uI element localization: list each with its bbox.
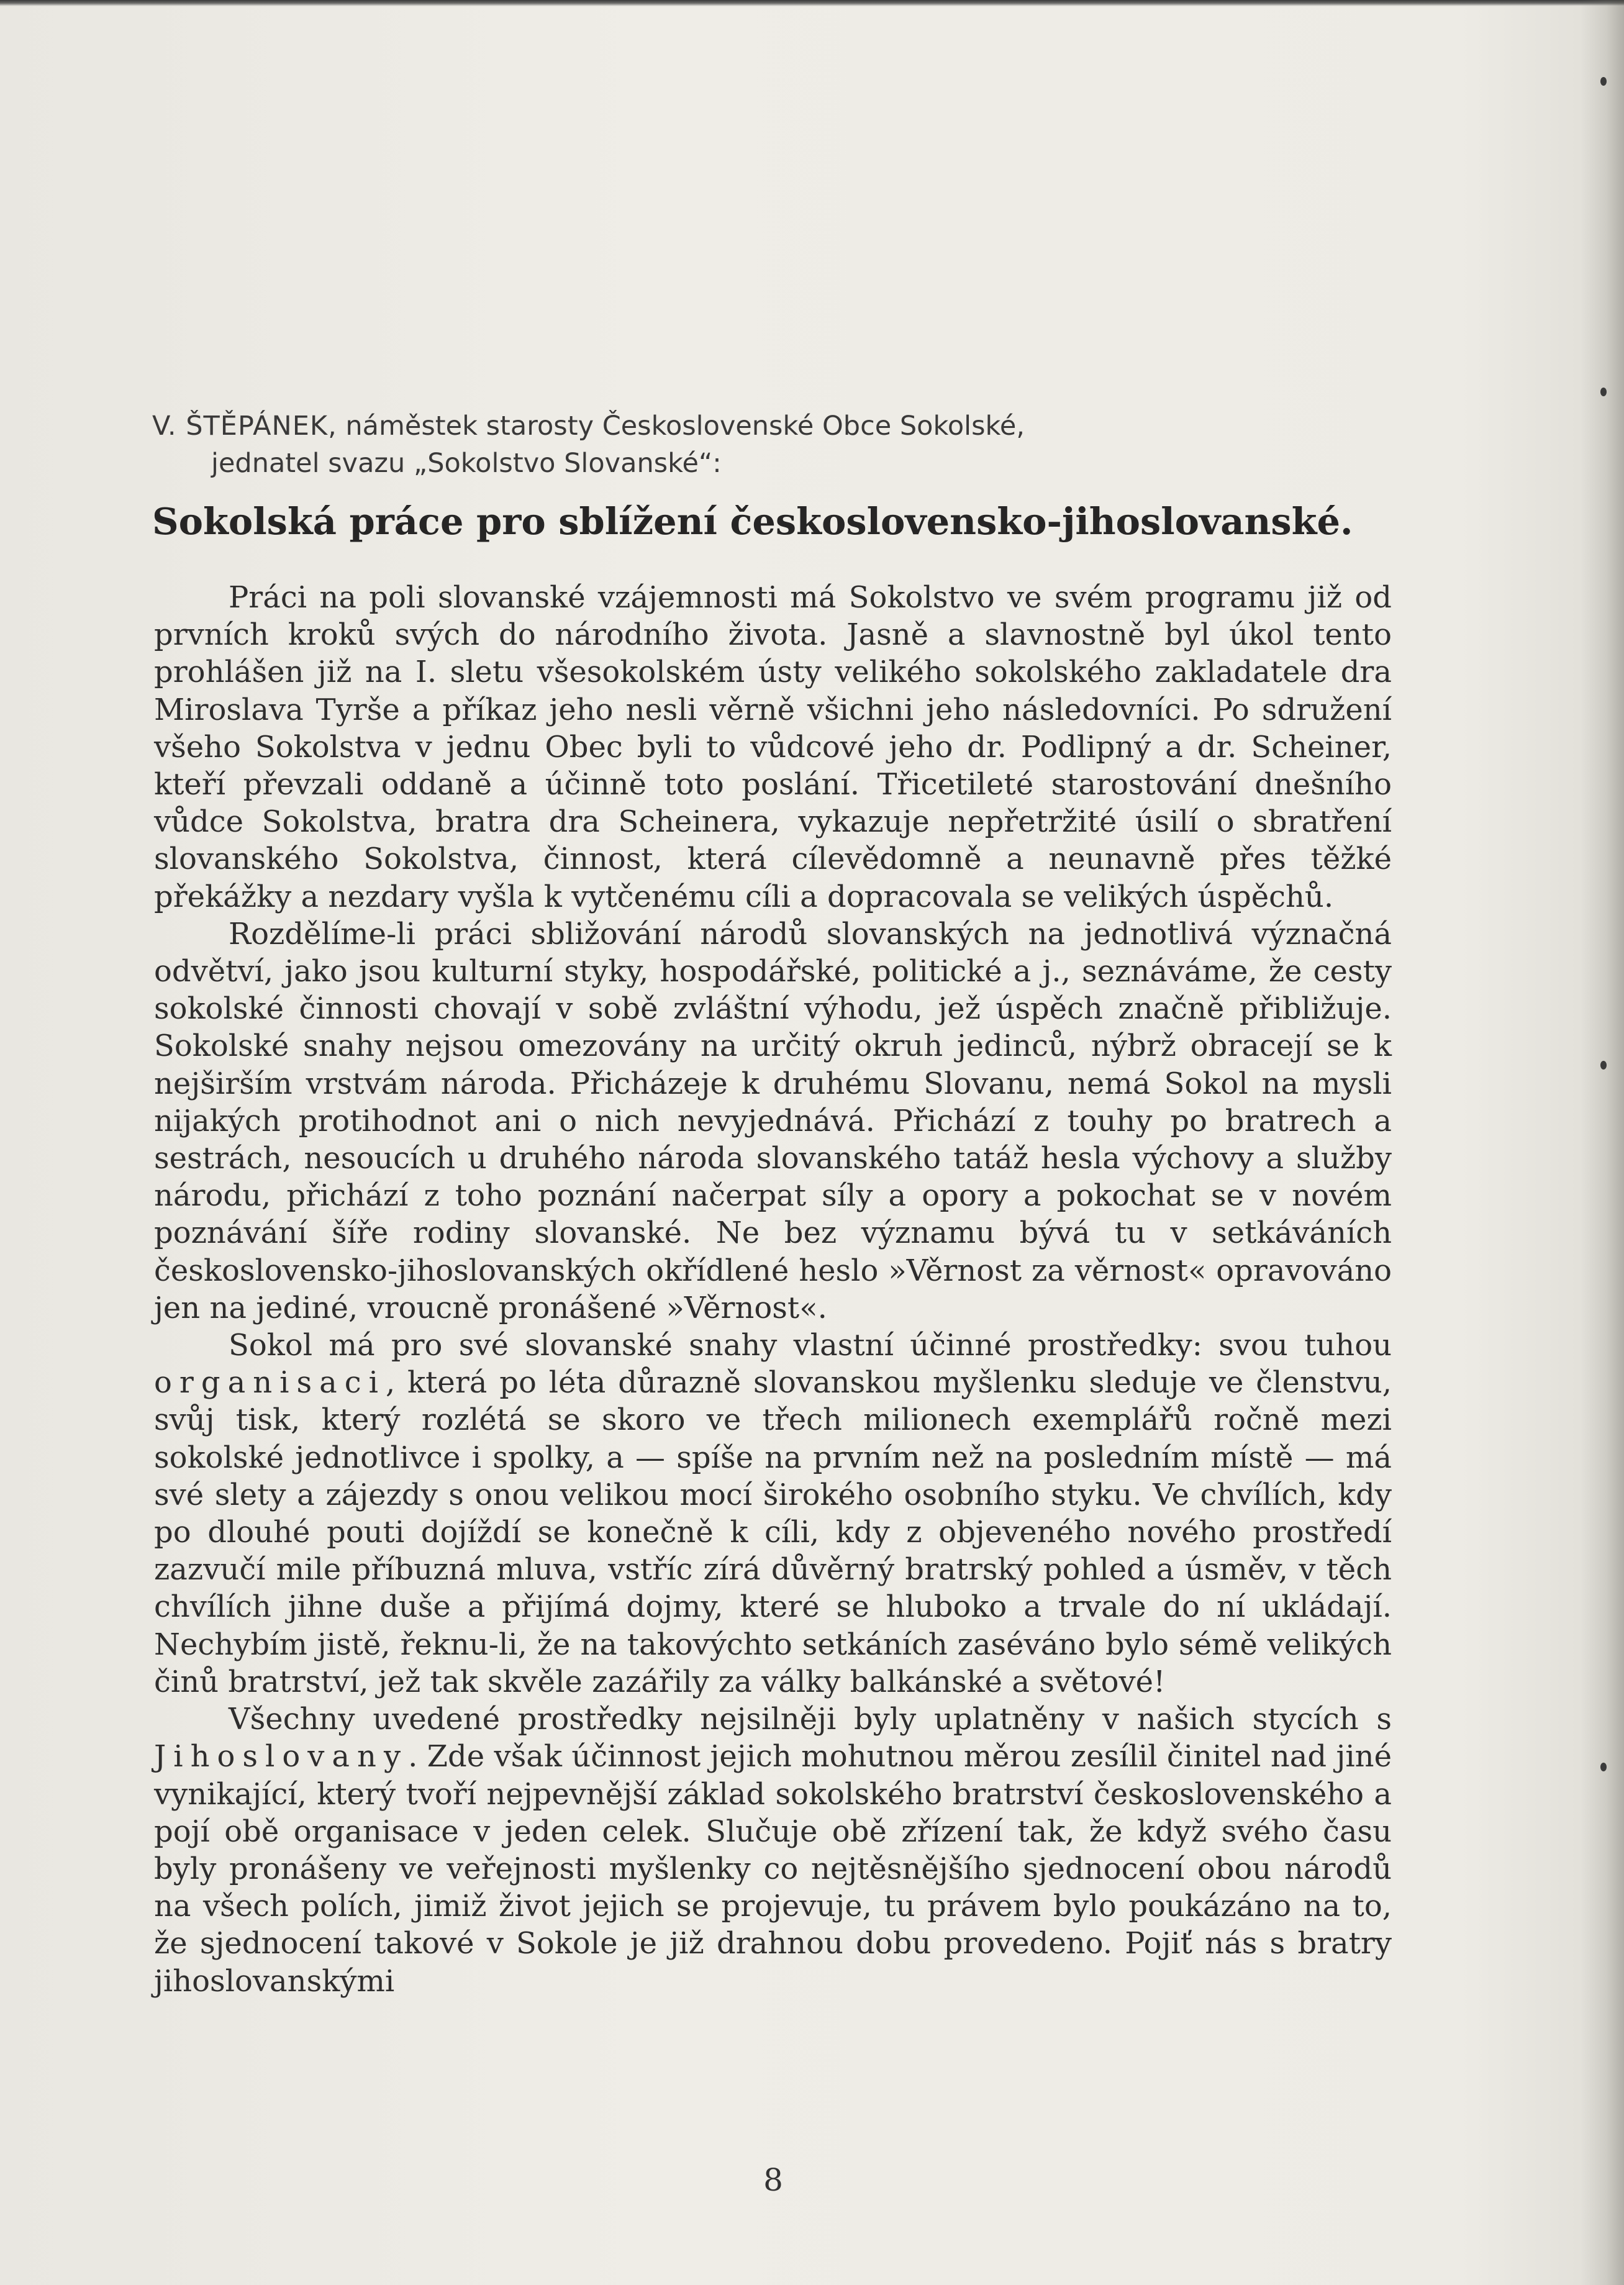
spaced-emphasis: organisaci xyxy=(154,1365,386,1401)
author-role-line2: jednatel svazu „Sokolstvo Slovanské“: xyxy=(211,448,722,479)
paragraph-3 xyxy=(154,1327,1392,1701)
author-name: V. ŠTĚPÁNEK, xyxy=(152,411,337,442)
binding-hole-mark xyxy=(1600,1061,1607,1070)
paragraph-4-rest: . Zde však účinnost jejich mohutnou měrou zesílil činitel nad jiné vynikající, který tvoří nejpevnější základ sokolského bratrství československého a pojí obě organisace v jeden celek. Slučuje obě zřízení tak, že když svého času byly pronášeny ve veřejnosti myšlenky co nejtěsnějšího sjednocení obou národů na všech polích, jimiž život jejich se projevuje, tu právem bylo poukázáno na to, že sjednocení takové v Sokole je již drahnou dobu provedeno. Pojiť nás s bratry jihoslovanskými xyxy=(154,1739,1392,1999)
page-number: 8 xyxy=(763,2162,783,2198)
paragraph-2: Rozdělíme-li práci sbližování národů slovanských na jednotlivá význačná odvětví, jako jsou kulturní styky, hospodářské, politické a j., seznáváme, že cesty sokolské činnosti chovají v sobě zvláštní výhodu, jež úspěch značně přibližuje. Sokolské snahy nejsou omezovány na určitý okruh jedinců, nýbrž obracejí se k nejširším vrstvám národa. Přicházeje k druhému Slovanu, nemá Sokol na mysli nijakých protihodnot ani o nich nevyjednává. Přichází z touhy po bratrech a sestrách, nesoucích u druhého národa slovanského tatáž hesla výchovy a služby národu, přichází z toho poznání načerpat síly a opory a pokochat se v novém poznávání šíře rodiny slovanské. Ne bez významu bývá tu v setkáváních československo-jihoslovanských okřídlené heslo »Věrnost za věrnost« opravováno jen na jediné, vroucně pronášené »Věrnost«. xyxy=(154,916,1392,1325)
paragraph-1: Práci na poli slovanské vzájemnosti má Sokolstvo ve svém programu již od prvních kroků svých do národního života. Jasně a slavnostně byl úkol tento prohlášen již na I. sletu všesokolském ústy velikého sokolského zakladatele dra Miroslava Tyrše a příkaz jeho nesli věrně všichni jeho následovníci. Po sdružení všeho Sokolstva v jednu Obec byli to vůdcové jeho dr. Podlipný a dr. Scheiner, kteří převzali oddaně a účinně toto poslání. Třicetileté starostování dnešního vůdce Sokolstva, bratra dra Scheinera, vykazuje nepřetržité úsilí o sbratření slovanského Sokolstva, činnost, která cílevědomně a neunavně přes těžké překážky a nezdary vyšla k vytčenému cíli a dopracovala se velikých úspěchů. xyxy=(154,580,1392,914)
author-header xyxy=(152,407,1208,482)
binding-hole-mark xyxy=(1600,77,1607,86)
article-body xyxy=(154,579,1392,2000)
spaced-emphasis: Jihoslovany xyxy=(154,1739,409,1774)
paragraph-3-start: Sokol má pro své slovanské snahy vlastní účinné prostředky: svou tuhou xyxy=(229,1328,1392,1363)
page-top-edge xyxy=(0,0,1624,6)
author-role-line1: náměstek starosty Československé Obce Sokolské, xyxy=(345,411,1025,442)
paragraph-3-rest: , která po léta důrazně slovanskou myšlenku sleduje ve členstvu, svůj tisk, který rozlétá se skoro ve třech milionech exemplářů ročně mezi sokolské jednotlivce i spolky, a — spíše na prvním než na posledním místě — má své slety a zájezdy s onou velikou mocí širokého osobního styku. Ve chvílích, kdy po dlouhé pouti dojíždí se konečně k cíli, kdy z objeveného nového prostředí zazvučí mile příbuzná mluva, vstříc zírá důvěrný bratrský pohled a úsměv, v těch chvílích jihne duše a přijímá dojmy, které se hluboko a trvale do ní ukládají. Nechybím jistě, řeknu-li, že na takovýchto setkáních zaséváno bylo sémě velikých činů bratrství, jež tak skvěle zazářily za války balkánské a světové! xyxy=(154,1365,1392,1699)
binding-hole-mark xyxy=(1600,388,1607,396)
article-title: Sokolská práce pro sblížení československo-jihoslovanské. xyxy=(152,500,1353,543)
paragraph-4 xyxy=(154,1701,1392,2000)
paragraph-4-start: Všechny uvedené prostředky nejsilněji byly uplatněny v našich stycích s xyxy=(229,1702,1392,1737)
binding-hole-mark xyxy=(1600,1763,1607,1771)
page-binding-edge xyxy=(1581,0,1624,2285)
